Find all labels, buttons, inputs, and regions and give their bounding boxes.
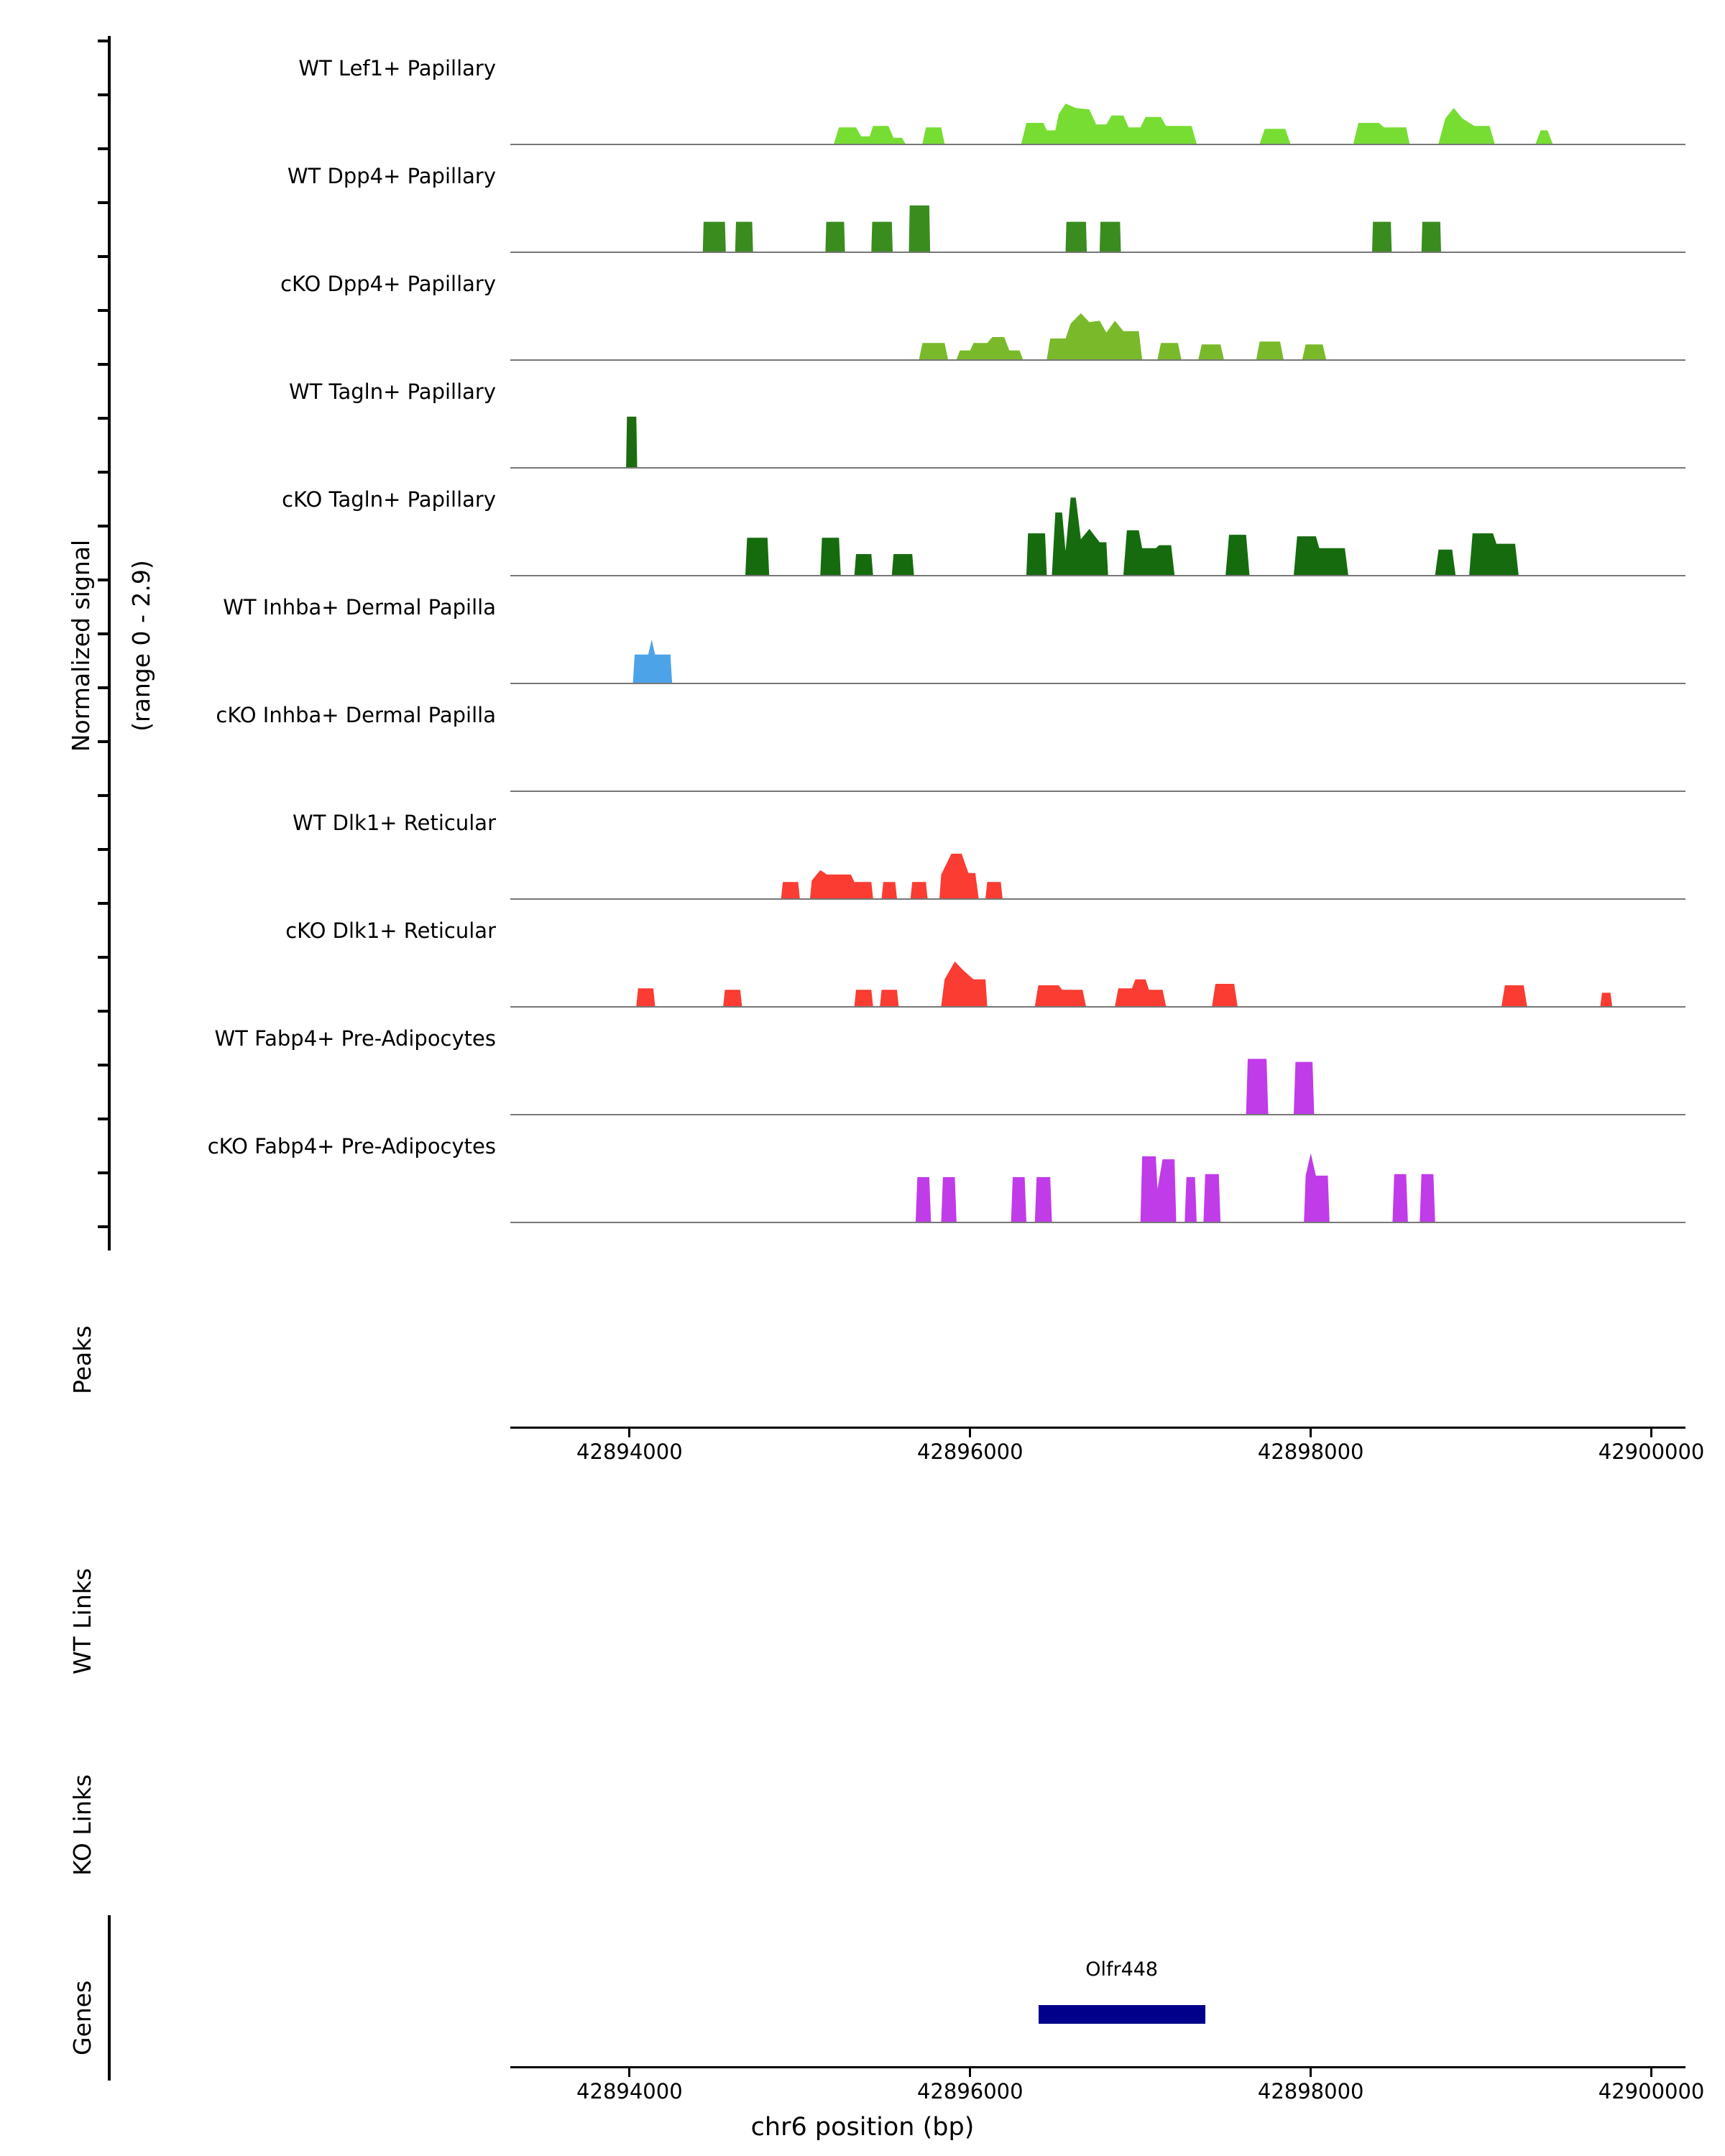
- gene-label: Olfr448: [1085, 1958, 1159, 1981]
- axis-tick-label: 42900000: [1598, 2079, 1705, 2104]
- y-axis-label: [29, 489, 155, 848]
- track-signal: [510, 914, 1688, 1009]
- track-label: cKO Tagln+ Papillary: [282, 487, 496, 512]
- section-label-genes: Genes: [68, 1980, 96, 2055]
- track-signal: [510, 1130, 1688, 1225]
- axis-tick: [628, 1429, 630, 1437]
- spine-tick: [98, 525, 111, 528]
- signal-track-spine: [108, 36, 111, 1250]
- spine-tick: [98, 848, 111, 851]
- spine-tick: [98, 201, 111, 204]
- axis-tick-label: 42898000: [1257, 2079, 1364, 2104]
- axis-tick-label: 42896000: [916, 1439, 1024, 1464]
- spine-tick: [98, 363, 111, 366]
- spine-tick: [98, 1064, 111, 1067]
- spine-tick: [98, 794, 111, 797]
- track-signal: [510, 1022, 1688, 1117]
- axis-tick-label: 42894000: [576, 2079, 683, 2104]
- axis-tick-label: 42900000: [1598, 1439, 1705, 1464]
- track-label: cKO Inhba+ Dermal Papilla: [216, 703, 496, 727]
- track-signal: [510, 483, 1688, 578]
- x-axis-title: chr6 position (bp): [750, 2113, 975, 2142]
- section-label-ko-links: KO Links: [68, 1774, 96, 1876]
- gene-body[interactable]: [1039, 2005, 1205, 2024]
- axis-tick: [1650, 1429, 1652, 1437]
- spine-tick: [98, 40, 111, 42]
- axis-tick-label: 42896000: [916, 2079, 1024, 2104]
- track-label: cKO Dlk1+ Reticular: [285, 918, 496, 943]
- y-axis-label-line1: Normalized signal: [67, 539, 95, 752]
- track-label: cKO Dpp4+ Papillary: [280, 272, 496, 296]
- spine-tick: [98, 1225, 111, 1228]
- spine-tick: [98, 1118, 111, 1120]
- track-label: WT Dpp4+ Papillary: [287, 164, 496, 188]
- genes-spine: [108, 1915, 111, 2081]
- track-baseline: [510, 791, 1685, 792]
- y-axis-label-line2: (range 0 - 2.9): [127, 560, 155, 732]
- track-signal: [510, 806, 1688, 901]
- track-signal: [510, 591, 1688, 686]
- spine-tick: [98, 309, 111, 312]
- axis-tick: [1310, 1429, 1312, 1437]
- axis-tick: [969, 2068, 971, 2077]
- track-signal: [510, 267, 1688, 362]
- spine-tick: [98, 1010, 111, 1013]
- axis-tick-label: 42898000: [1257, 1439, 1364, 1464]
- spine-tick: [98, 255, 111, 258]
- axis-tick: [969, 1429, 971, 1437]
- spine-tick: [98, 686, 111, 689]
- spine-tick: [98, 956, 111, 959]
- track-label: WT Tagln+ Papillary: [288, 379, 496, 404]
- track-signal: [510, 375, 1688, 470]
- axis-line: [510, 1427, 1685, 1429]
- spine-tick: [98, 93, 111, 96]
- spine-tick: [98, 417, 111, 420]
- spine-tick: [98, 632, 111, 635]
- spine-tick: [98, 902, 111, 905]
- spine-tick: [98, 1171, 111, 1174]
- track-label: WT Fabp4+ Pre-Adipocytes: [214, 1026, 496, 1051]
- spine-tick: [98, 579, 111, 581]
- spine-tick: [98, 740, 111, 743]
- track-label: WT Lef1+ Papillary: [298, 56, 496, 80]
- spine-tick: [98, 471, 111, 474]
- axis-tick-label: 42894000: [576, 1439, 683, 1464]
- spine-tick: [98, 147, 111, 150]
- track-label: WT Inhba+ Dermal Papilla: [223, 595, 496, 619]
- track-label: WT Dlk1+ Reticular: [293, 811, 496, 835]
- axis-tick: [1650, 2068, 1652, 2077]
- section-label-wt-links: WT Links: [68, 1567, 96, 1674]
- track-signal: [510, 160, 1688, 254]
- track-label: cKO Fabp4+ Pre-Adipocytes: [207, 1134, 496, 1158]
- axis-tick: [1310, 2068, 1312, 2077]
- axis-line: [510, 2066, 1685, 2068]
- axis-tick: [628, 2068, 630, 2077]
- track-signal: [510, 52, 1688, 147]
- section-label-peaks: Peaks: [68, 1325, 96, 1394]
